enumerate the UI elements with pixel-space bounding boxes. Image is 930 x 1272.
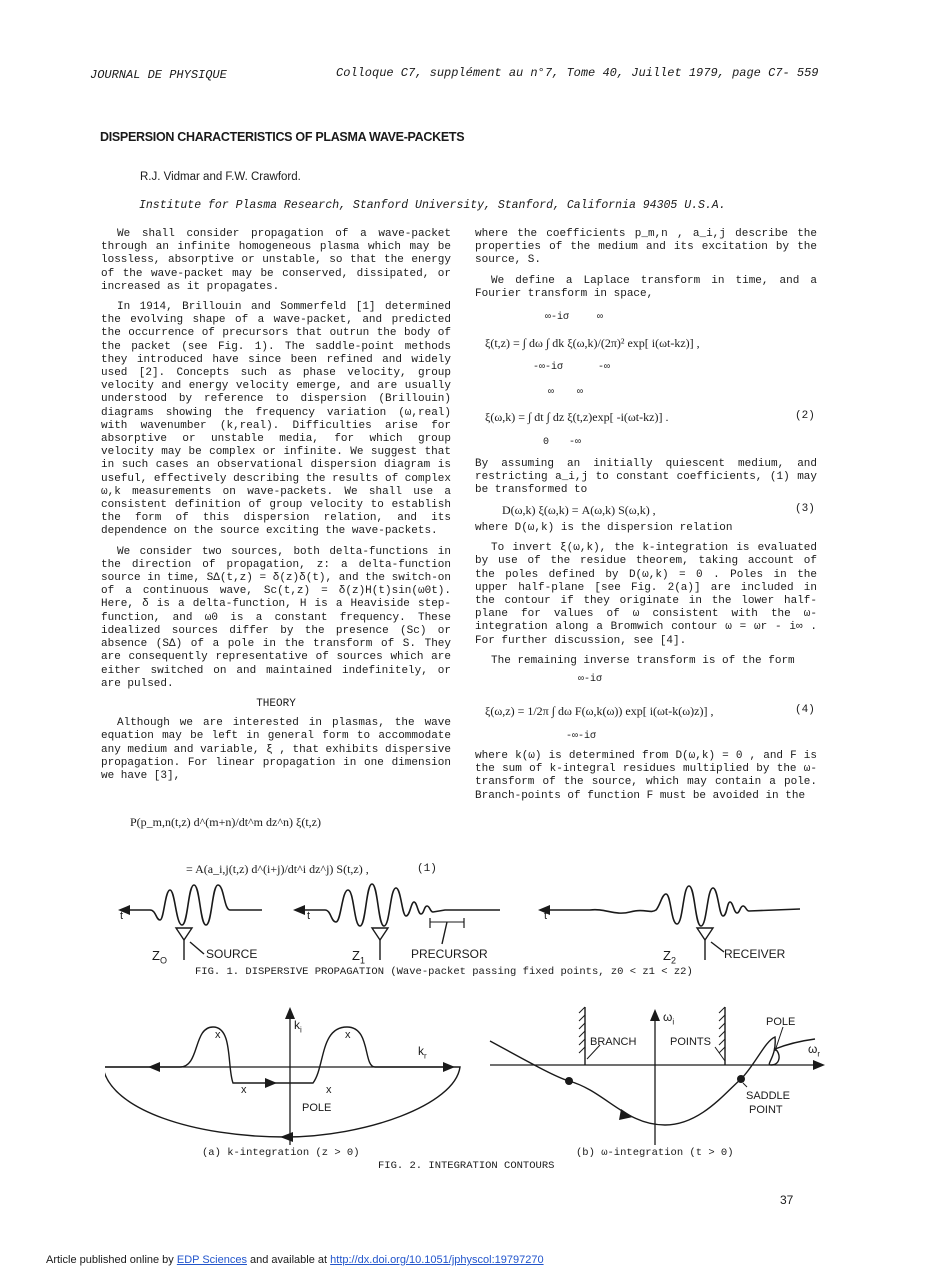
integral-upper-limit: ∞ <box>577 387 584 398</box>
precursor-pointer <box>442 922 447 944</box>
label-t: t <box>544 910 548 922</box>
label-omega-r: $\omega_r$ <box>808 1042 821 1059</box>
z1-antenna-icon <box>372 928 388 960</box>
integral-upper-limit: ∞ <box>548 387 555 398</box>
paragraph: Although we are interested in plasmas, the wave equation may be left in general form to accommodate any medium and variable, ξ , that exhibits dispersive propagation. For linear propagation in one dimension we have [3], <box>101 717 451 782</box>
paragraph: where D(ω,k) is the dispersion relation <box>475 522 733 534</box>
figure-2a-caption: (a) k-integration (z > 0) <box>202 1147 360 1159</box>
label-z2: $Z_2$ <box>663 948 676 966</box>
label-kr: $k_r$ <box>418 1044 427 1061</box>
pole-marker: x <box>241 1084 247 1096</box>
footer-middle: and available at <box>246 1254 331 1266</box>
page-number: 37 <box>780 1193 794 1207</box>
receiver-antenna-icon <box>697 928 724 960</box>
figure-2-caption: FIG. 2. INTEGRATION CONTOURS <box>378 1160 555 1172</box>
wave-packet-z2 <box>543 886 800 926</box>
k-contour <box>105 1027 460 1137</box>
journal-name: JOURNAL DE PHYSIQUE <box>90 68 227 82</box>
label-pole: POLE <box>302 1102 332 1114</box>
integral-lower-limit: -∞ <box>598 362 611 373</box>
arrow-up <box>650 1009 660 1021</box>
equation-4: ξ(ω,z) = 1/2π ∫ dω F(ω,k(ω)) exp[ i(ωt-k(ω)z)] , <box>485 704 714 718</box>
right-column-lower <box>475 522 817 675</box>
equation-number: (4) <box>795 704 815 716</box>
right-column-top <box>475 228 817 308</box>
integral-lower-limit: 0 <box>543 437 550 448</box>
label-point: POINT <box>749 1104 783 1116</box>
equation-inverse-transform: ξ(t,z) = ∫ dω ∫ dk ξ(ω,k)/(2π)² exp[ i(ωt-kz)] , <box>485 336 700 350</box>
integral-lower-limit: -∞-iσ <box>566 731 597 742</box>
figure-2b-caption: (b) ω-integration (t > 0) <box>576 1147 734 1159</box>
label-branch: BRANCH <box>590 1036 637 1048</box>
publisher-link[interactable]: EDP Sciences <box>176 1254 247 1266</box>
label-source: SOURCE <box>206 947 258 961</box>
label-precursor: PRECURSOR <box>411 947 488 961</box>
pole-marker: x <box>215 1029 221 1041</box>
label-pole: POLE <box>766 1016 796 1028</box>
label-points: POINTS <box>670 1036 711 1048</box>
wave-packet-z1 <box>298 884 500 926</box>
wave-packet-z0 <box>122 885 262 925</box>
pole-marker: x <box>345 1029 351 1041</box>
paragraph: To invert ξ(ω,k), the k-integration is evaluated by use of the residue theorem, taking account of the poles defined by D(ω,k) = 0 . Poles in the upper half-plane [see Fig. 2(a)] are included in the contour if they originate in the lower half-plane for values of ω consistent with the ω-integration along a Bromwich contour ω = ωr - i∞ . For further discussion, see [4]. <box>475 542 817 647</box>
paragraph: We define a Laplace transform in time, and a Fourier transform in space, <box>475 274 817 300</box>
label-z0: $Z_O$ <box>152 948 167 966</box>
arrow-right <box>813 1060 825 1070</box>
paragraph: We shall consider propagation of a wave-packet through an infinite homogeneous plasma which may be lossless, absorptive or unstable, so that the energy of the wave-packet may be conserved, dissipated, or increased as it propagates. <box>101 228 451 293</box>
paragraph: By assuming an initially quiescent medium, and restricting a_i,j to constant coefficients, (1) may be transformed to <box>475 458 817 497</box>
paragraph: The remaining inverse transform is of the form <box>491 654 795 667</box>
paragraph: where k(ω) is determined from D(ω,k) = 0 , and F is the sum of k-integral residues multiplied by the ω-transform of the source, which may contain a pole. Branch-points of function F must be avoided in the <box>475 750 817 802</box>
label-receiver: RECEIVER <box>724 947 786 961</box>
institute: Institute for Plasma Research, Stanford University, Stanford, California 94305 U.S.A. <box>139 199 726 212</box>
figure-2a-diagram <box>105 1005 465 1150</box>
label-omega-i: $\omega_i$ <box>663 1010 675 1027</box>
saddle-point <box>565 1077 573 1085</box>
integral-upper-limit: ∞-iσ <box>545 312 570 323</box>
equation-1-line2: = A(a_i,j(t,z) d^(i+j)/dt^i dz^j) S(t,z) , <box>186 862 369 876</box>
integral-upper-limit: ∞ <box>597 312 604 323</box>
saddle-point <box>737 1075 745 1083</box>
source-antenna-icon <box>176 928 204 960</box>
integral-lower-limit: -∞-iσ <box>533 362 564 373</box>
doi-link[interactable]: http://dx.doi.org/10.1051/jphyscol:19797270 <box>330 1254 544 1266</box>
equation-3: D(ω,k) ξ(ω,k) = A(ω,k) S(ω,k) , <box>502 503 656 517</box>
label-ki: $k_i$ <box>294 1018 302 1035</box>
label-z1: $Z_1$ <box>352 948 365 966</box>
authors: R.J. Vidmar and F.W. Crawford. <box>140 171 301 183</box>
equation-2: ξ(ω,k) = ∫ dt ∫ dz ξ(t,z)exp[ -i(ωt-kz)] . <box>485 410 669 424</box>
pole-marker: x <box>326 1084 332 1096</box>
section-heading-theory: THEORY <box>256 697 296 710</box>
footer-prefix: Article published online by <box>46 1254 177 1266</box>
paragraph: We consider two sources, both delta-functions in the direction of propagation, z: a delta-function source in time, SΔ(t,z) = δ(z)δ(t), and the switch-on of a continuous wave, Sc(t,z) = δ(z)H(t)sin(ω0t). Here, δ is a delta-function, H is a Heaviside step-function, and ω0 is a constant frequency. These idealized sources differ by the presence (Sc) or absence (SΔ) of a pole in the transform of S. They are consequently representative of sources which are either switched on and maintained indefinitely, or are pulsed. <box>101 545 451 690</box>
label-saddle: SADDLE <box>746 1090 791 1102</box>
footer <box>46 1254 544 1266</box>
right-column-bottom <box>475 750 817 810</box>
left-column <box>101 228 451 790</box>
integral-lower-limit: -∞ <box>569 437 582 448</box>
paper-title: DISPERSION CHARACTERISTICS OF PLASMA WAVE-PACKETS <box>100 130 465 144</box>
equation-number: (3) <box>795 503 815 515</box>
label-t: t <box>120 910 124 922</box>
figure-1-caption: FIG. 1. DISPERSIVE PROPAGATION (Wave-packet passing fixed points, z0 < z1 < z2) <box>195 966 693 978</box>
equation-number: (2) <box>795 410 815 422</box>
integral-upper-limit: ∞-iσ <box>578 674 603 685</box>
paragraph: In 1914, Brillouin and Sommerfeld [1] determined the evolving shape of a wave-packet, and predicted the occurrence of precursors that outrun the body of the packet (see Fig. 1). The saddle-point methods they introduced have since been refined and widely used [2]. Concepts such as phase velocity, group velocity and energy velocity emerge, and are usually understood by reference to dispersion (Brillouin) diagrams showing the frequency variation (ω,real) with wavenumber (k,real). Difficulties arise for absorptive or unstable media, for which group velocity may be complex or infinite. We suggest that in such cases an observational dispersion diagram is useful, effectively describing the results of complex ω,k measurements on wave-packets. We shall use a consistent definition of group velocity to establish the form of this dispersion relation, and its dependence on the source exciting the wave-packets. <box>101 301 451 538</box>
colloque-info: Colloque C7, supplément au n°7, Tome 40, Juillet 1979, page C7- 559 <box>336 66 819 80</box>
paragraph: where the coefficients p_m,n , a_i,j describe the properties of the medium and its excitation by the source, S. <box>475 228 817 267</box>
equation-number: (1) <box>417 863 437 875</box>
arrow-left <box>293 905 305 915</box>
right-column-mid <box>475 458 817 505</box>
label-t: t <box>307 910 311 922</box>
equation-1-line1: P(p_m,n(t,z) d^(m+n)/dt^m dz^n) ξ(t,z) <box>130 815 321 829</box>
